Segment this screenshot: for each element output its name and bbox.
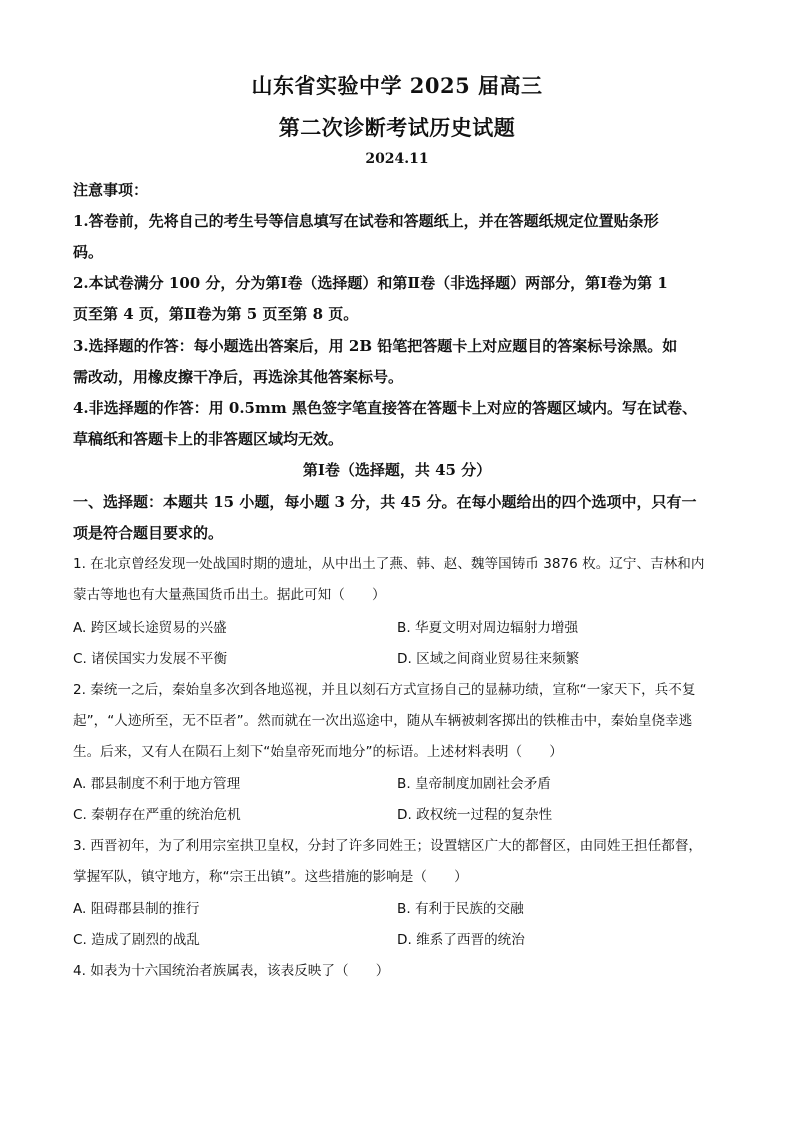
section-instruction: 一、选择题：本题共 15 小题，每小题 3 分，共 45 分。在每小题给出的四个选项中，只有一 bbox=[73, 493, 697, 511]
question-3-option-d: D. 维系了西晋的统治 bbox=[397, 932, 525, 948]
question-2-option-d: D. 政权统一过程的复杂性 bbox=[397, 807, 553, 823]
question-1-option-a: A. 跨区域长途贸易的兴盛 bbox=[73, 620, 227, 636]
notice-line: 草稿纸和答题卡上的非答题区域均无效。 bbox=[73, 430, 344, 448]
notice-line: 需改动，用橡皮擦干净后，再选涂其他答案标号。 bbox=[73, 368, 404, 386]
notice-line: 码。 bbox=[73, 243, 104, 261]
question-1-text: 1. 在北京曾经发现一处战国时期的遗址，从中出土了燕、韩、赵、魏等国铸币 3876 枚。辽宁、吉林和内 bbox=[73, 556, 705, 572]
question-2-text: 生。后来，又有人在陨石上刻下“始皇帝死而地分”的标语。上述材料表明（ ） bbox=[73, 744, 563, 760]
question-3-text: 掌握军队，镇守地方，称“宗王出镇”。这些措施的影响是（ ） bbox=[73, 869, 468, 885]
question-3-text: 3. 西晋初年，为了利用宗室拱卫皇权，分封了许多同姓王；设置辖区广大的都督区，由同姓王担任都督， bbox=[73, 838, 703, 854]
question-1-option-c: C. 诸侯国实力发展不平衡 bbox=[73, 651, 228, 667]
question-3-option-b: B. 有利于民族的交融 bbox=[397, 901, 524, 917]
notice-line: 页至第 4 页，第Ⅱ卷为第 5 页至第 8 页。 bbox=[73, 305, 359, 323]
question-4-text: 4. 如表为十六国统治者族属表，该表反映了（ ） bbox=[73, 963, 390, 979]
exam-title-line1: 山东省实验中学 2025 届高三 bbox=[251, 73, 543, 98]
question-2-option-b: B. 皇帝制度加剧社会矛盾 bbox=[397, 776, 551, 792]
question-3-option-c: C. 造成了剧烈的战乱 bbox=[73, 932, 200, 948]
notice-line: 4.非选择题的作答：用 0.5mm 黑色签字笔直接答在答题卡上对应的答题区域内。写在试卷、 bbox=[73, 399, 697, 417]
question-3-option-a: A. 阻碍郡县制的推行 bbox=[73, 901, 200, 917]
section-instruction: 项是符合题目要求的。 bbox=[73, 524, 224, 542]
question-1-text: 蒙古等地也有大量燕国货币出土。据此可知（ ） bbox=[73, 587, 386, 603]
question-2-text: 2. 秦统一之后，秦始皇多次到各地巡视，并且以刻石方式宣扬自己的显赫功绩，宣称“一家天下，兵不复 bbox=[73, 682, 696, 698]
exam-date: 2024.11 bbox=[365, 151, 429, 167]
section-title: 第Ⅰ卷（选择题，共 45 分） bbox=[302, 461, 492, 479]
question-2-option-c: C. 秦朝存在严重的统治危机 bbox=[73, 807, 241, 823]
question-2-text: 起”，“人迹所至，无不臣者”。然而就在一次出巡途中，随从车辆被刺客掷出的铁椎击中，秦始皇侥幸逃 bbox=[73, 713, 693, 729]
notice-heading: 注意事项： bbox=[73, 181, 149, 199]
notice-line: 1.答卷前，先将自己的考生号等信息填写在试卷和答题纸上，并在答题纸规定位置贴条形 bbox=[73, 212, 659, 230]
notice-line: 3.选择题的作答：每小题选出答案后，用 2B 铅笔把答题卡上对应题目的答案标号涂黑。如 bbox=[73, 337, 678, 355]
exam-title-line2: 第二次诊断考试历史试题 bbox=[278, 115, 516, 140]
notice-line: 2.本试卷满分 100 分，分为第Ⅰ卷（选择题）和第Ⅱ卷（非选择题）两部分，第Ⅰ卷为第 1 bbox=[73, 274, 668, 292]
question-2-option-a: A. 郡县制度不利于地方管理 bbox=[73, 776, 241, 792]
question-1-option-d: D. 区域之间商业贸易往来频繁 bbox=[397, 651, 580, 667]
question-1-option-b: B. 华夏文明对周边辐射力增强 bbox=[397, 620, 579, 636]
